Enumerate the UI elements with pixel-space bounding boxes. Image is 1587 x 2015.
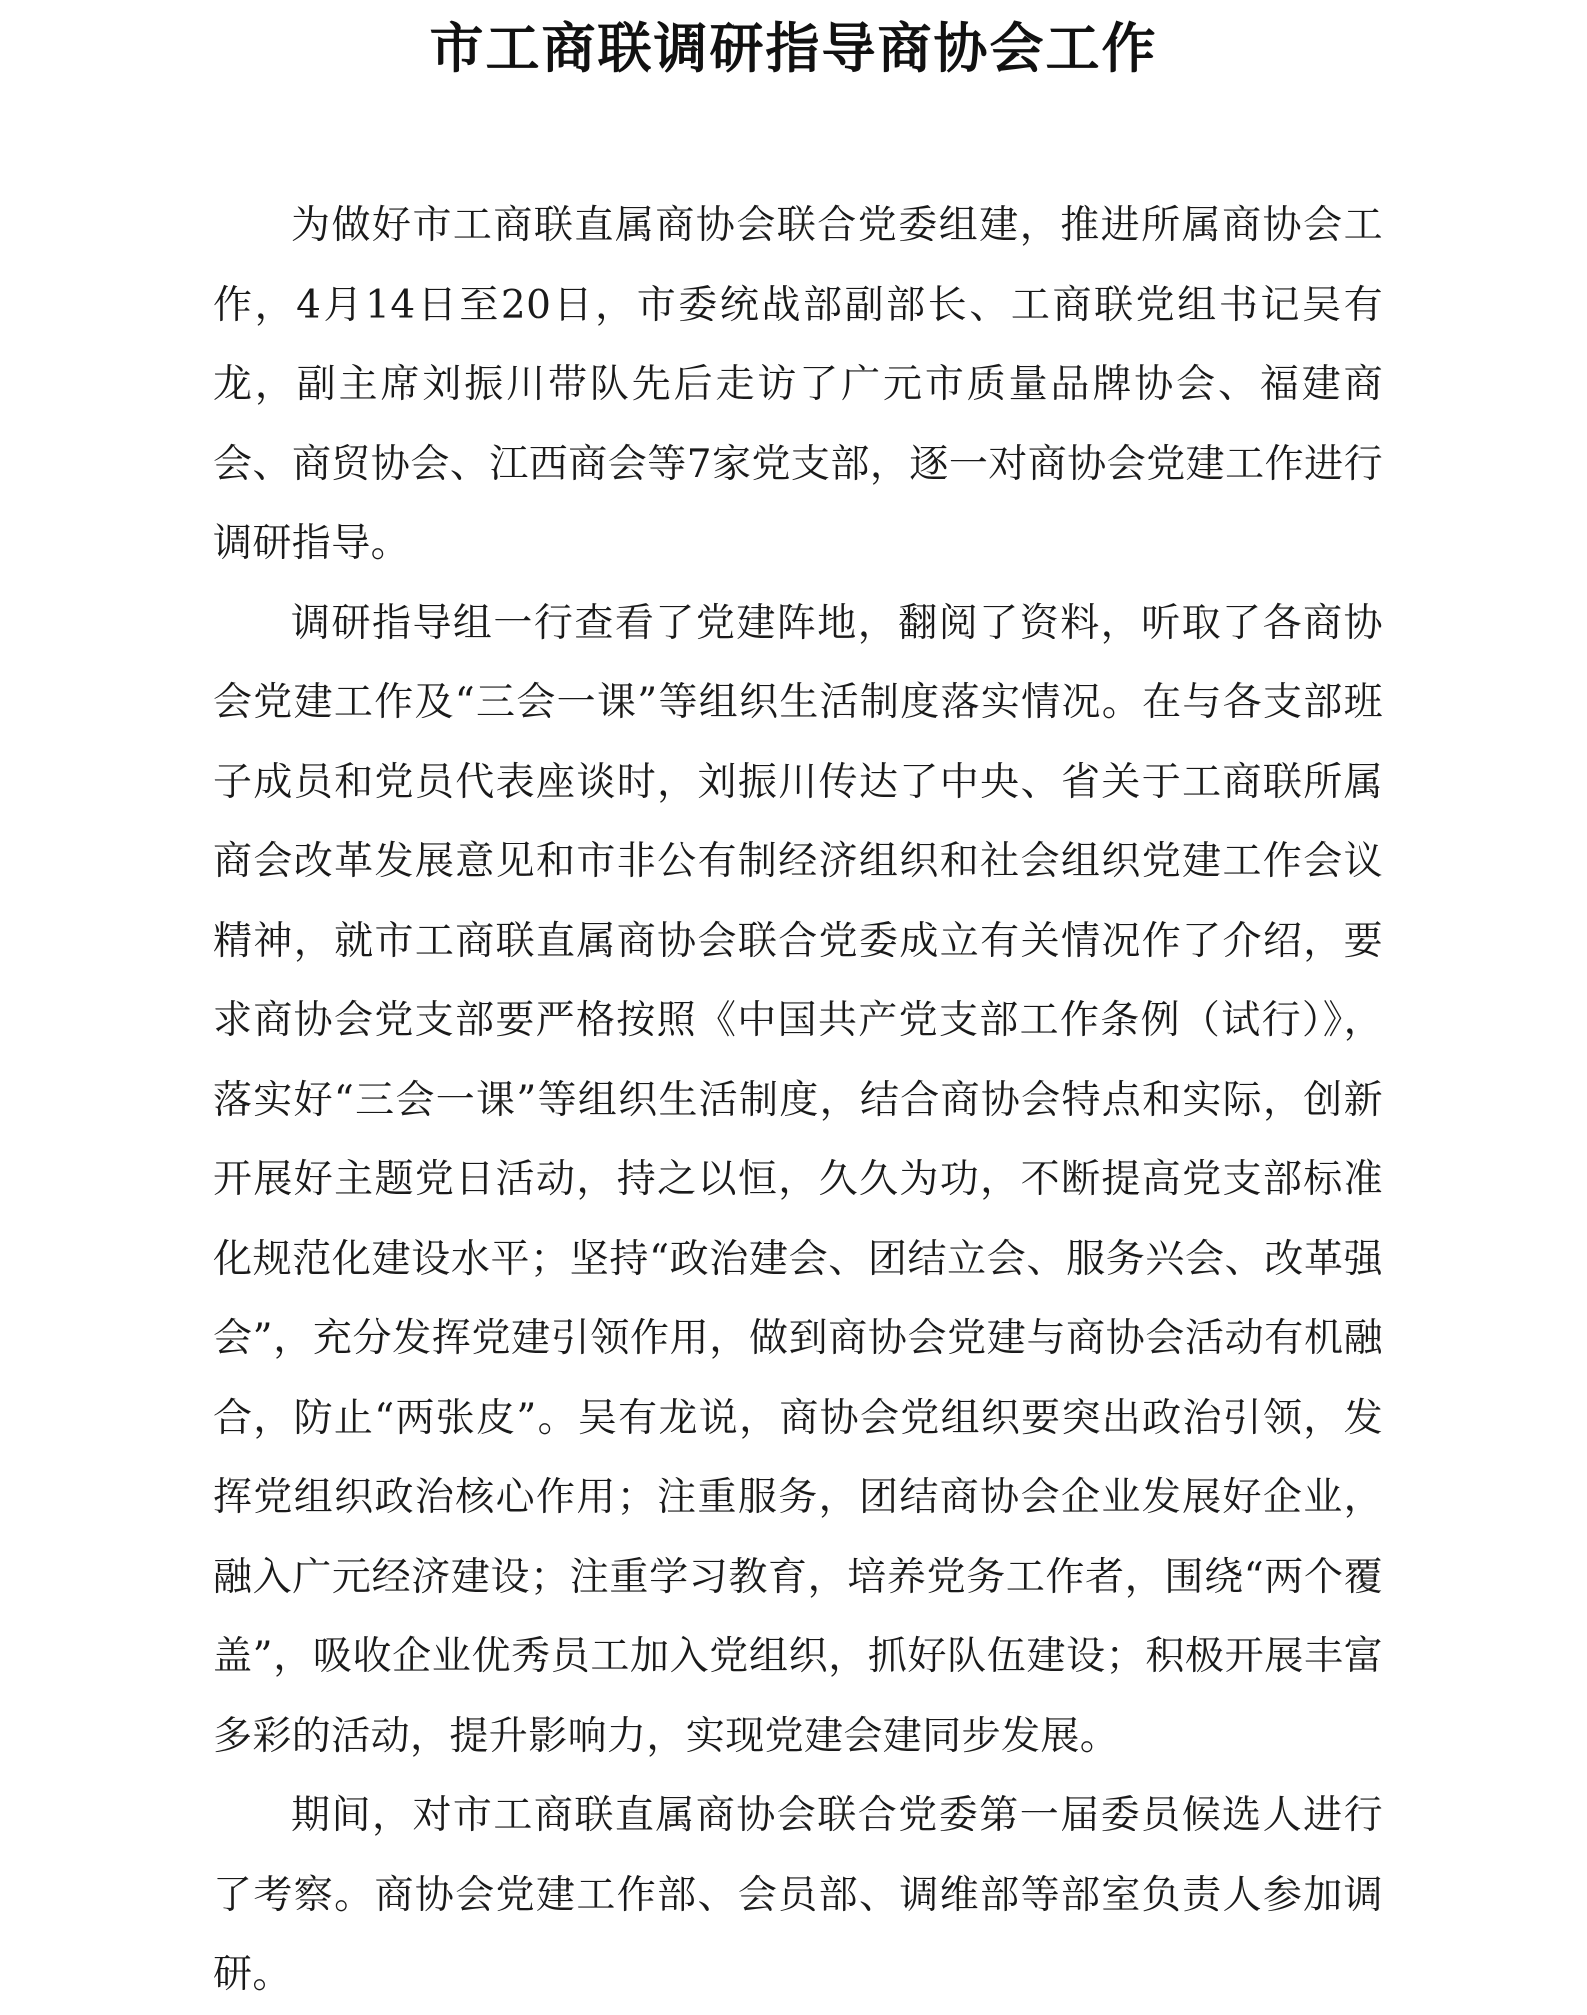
paragraph-1: 为做好市工商联直属商协会联合党委组建，推进所属商协会工作，4月14日至20日，市委统战部副部长、工商联党组书记吴有龙，副主席刘振川带队先后走访了广元市质量品牌协会、福建商会、商贸协会、江西商会等7家党支部，逐一对商协会党建工作进行调研指导。 <box>213 203 1383 566</box>
paragraph-3: 期间，对市工商联直属商协会联合党委第一届委员候选人进行了考察。商协会党建工作部、会员部、调维部等部室负责人参加调研。 <box>213 1793 1383 1997</box>
document-title: 市工商联调研指导商协会工作 <box>429 16 1158 80</box>
paragraph-2: 调研指导组一行查看了党建阵地，翻阅了资料，听取了各商协会党建工作及“三会一课”等组织生活制度落实情况。在与各支部班子成员和党员代表座谈时，刘振川传达了中央、省关于工商联所属商会改革发展意见和市非公有制经济组织和社会组织党建工作会议精神，就市工商联直属商协会联合党委成立有关情况作了介绍，要求商协会党支部要严格按照《中国共产党支部工作条例（试行）》，落实好“三会一课”等组织生活制度，结合商协会特点和实际，创新开展好主题党日活动，持之以恒，久久为功，不断提高党支部标准化规范化建设水平；坚持“政治建会、团结立会、服务兴会、改革强会”，充分发挥党建引领作用，做到商协会党建与商协会活动有机融合，防止“两张皮”。吴有龙说，商协会党组织要突出政治引领，发挥党组织政治核心作用；注重服务，团结商协会企业发展好企业，融入广元经济建设；注重学习教育，培养党务工作者，围绕“两个覆盖”，吸收企业优秀员工加入党组织，抓好队伍建设；积极开展丰富多彩的活动，提升影响力，实现党建会建同步发展。 <box>213 600 1383 1759</box>
document-body <box>213 186 1383 2015</box>
